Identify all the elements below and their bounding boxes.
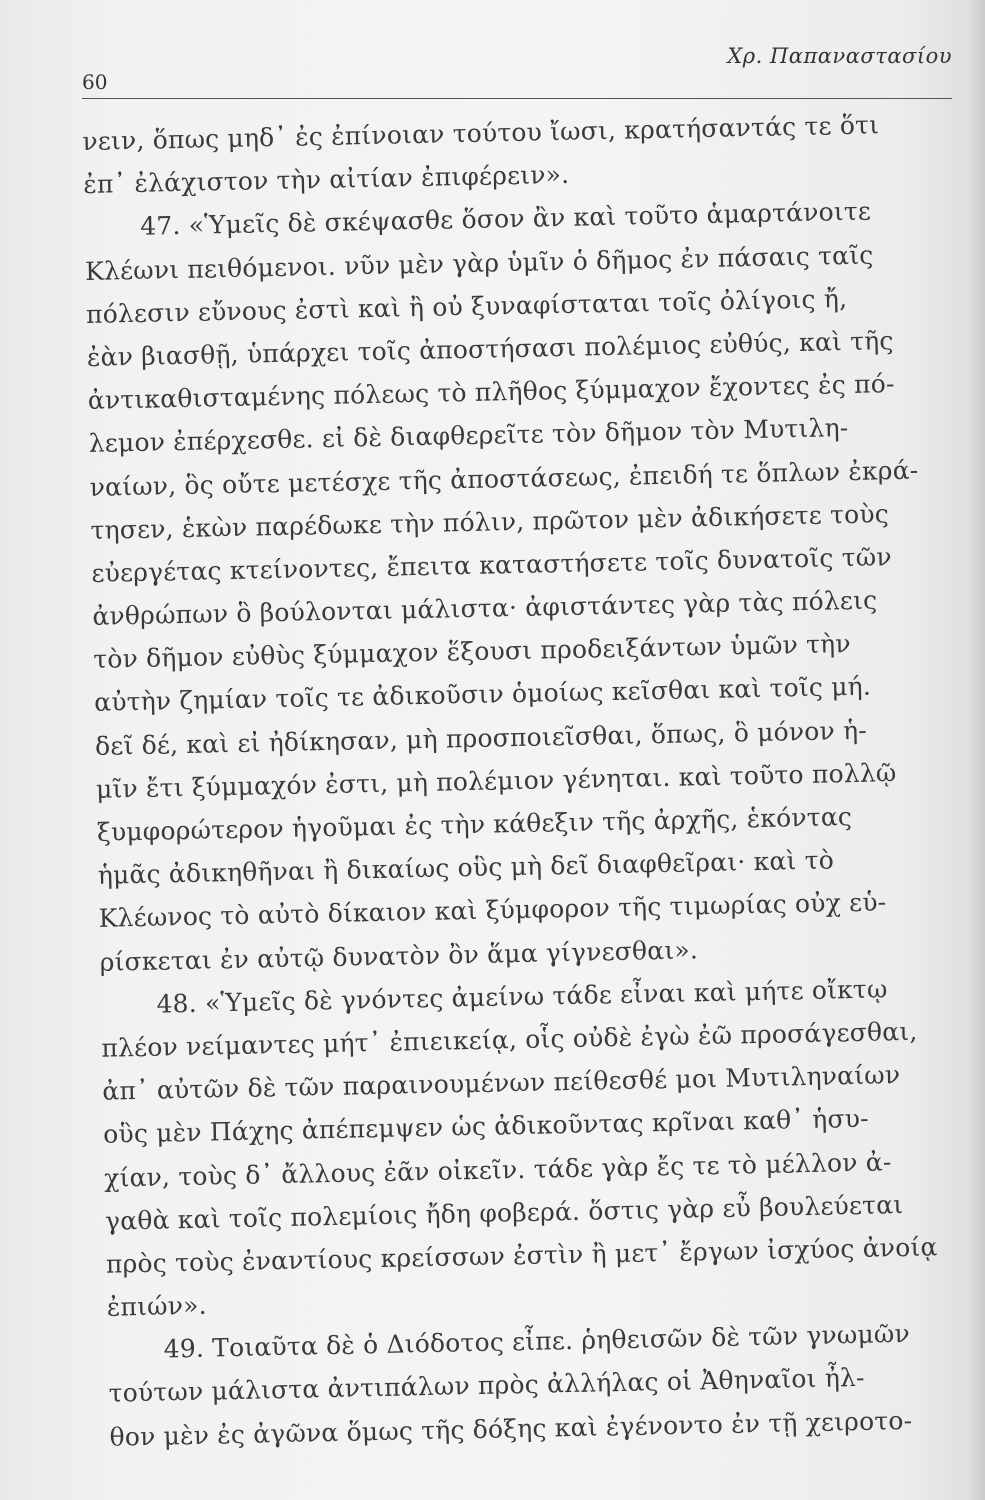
text-line: δεῖ δέ, καὶ εἰ ἠδίκησαν, μὴ προσποιεῖσθαι, ὅπως, ὃ μόνον ἡ-: [94, 715, 868, 761]
text-line: ἐὰν βιασθῇ, ὑπάρχει τοῖς ἀποστήσασι πολέμιος εὐθύς, καὶ τῆς: [86, 325, 894, 372]
text-line: Κλέωνος τὸ αὐτὸ δίκαιον καὶ ξύμφορον τῆς τιμωρίας οὐχ εὑ-: [98, 887, 887, 934]
header-rule: [82, 98, 952, 99]
page-number: 60: [82, 70, 108, 94]
text-line: μῖν ἔτι ξύμμαχόν ἐστι, μὴ πολέμιον γένηται. καὶ τοῦτο πολλῷ: [95, 757, 897, 804]
text-line: ξυμφορώτερον ἡγοῦμαι ἐς τὴν κάθεξιν τῆς ἀρχῆς, ἑκόντας: [96, 802, 853, 847]
text-line: γαθὰ καὶ τοῖς πολεμίοις ἤδη φοβερά. ὅστις γὰρ εὖ βουλεύεται: [104, 1189, 904, 1236]
text-line: ἐπιών».: [106, 1290, 208, 1322]
text-line: τὸν δῆμον εὐθὺς ξύμμαχον ἕξουσι προδειξάντων ὑμῶν τὴν: [93, 629, 852, 675]
text-line: θον μὲν ἐς ἀγῶνα ὅμως τῆς δόξης καὶ ἐγένοντο ἐν τῇ χειροτο-: [109, 1405, 913, 1452]
text-line: ἡμᾶς ἀδικηθῆναι ἢ δικαίως οὓς μὴ δεῖ διαφθεῖραι· καὶ τὸ: [97, 845, 835, 891]
text-line: πλέον νείμαντες μήτ᾽ ἐπιεικείᾳ, οἷς οὐδὲ ἐγὼ ἐῶ προσάγεσθαι,: [101, 1016, 918, 1063]
text-line: ἀντικαθισταμένης πόλεως τὸ πλῆθος ξύμμαχον ἔχοντες ἐς πό-: [87, 369, 895, 416]
text-line: εὐεργέτας κτείνοντες, ἔπειτα καταστήσετε τοῖς δυνατοῖς τῶν: [91, 542, 893, 588]
text-line: Κλέωνι πειθόμενοι. νῦν μὲν γὰρ ὑμῖν ὁ δῆμος ἐν πάσαις ταῖς: [84, 240, 874, 286]
text-line: χίαν, τοὺς δ᾽ ἄλλους ἐᾶν οἰκεῖν. τάδε γὰρ ἔς τε τὸ μέλλον ἀ-: [103, 1146, 892, 1193]
paragraph-start-48: 48. «Ὑμεῖς δὲ γνόντες ἀμείνω τάδε εἶναι καὶ μήτε οἴκτῳ: [156, 974, 888, 1019]
text-line: ἀπ᾽ αὐτῶν δὲ τῶν παραινουμένων πείθεσθέ μοι Μυτιληναίων: [102, 1060, 901, 1106]
body-text: [82, 102, 985, 1459]
page-edge-shadow: [967, 0, 985, 1500]
paragraph-start-49: 49. Τοιαῦτα δὲ ὁ Διόδοτος εἶπε. ῥηθεισῶν δὲ τῶν γνωμῶν: [163, 1319, 911, 1364]
text-line: πόλεσιν εὔνους ἐστὶ καὶ ἢ οὐ ξυναφίσταται τοῖς ὀλίγοις ἤ,: [85, 283, 848, 329]
text-line: ρίσκεται ἐν αὐτῷ δυνατὸν ὂν ἅμα γίγνεσθαι».: [99, 934, 699, 977]
text-line: πρὸς τοὺς ἐναντίους κρείσσων ἐστὶν ἢ μετ᾽ ἔργων ἰσχύος ἀνοίᾳ: [105, 1232, 938, 1279]
text-line: ἐπ᾽ ἐλάχιστον τὴν αἰτίαν ἐπιφέρειν».: [83, 159, 570, 200]
text-line: οὓς μὲν Πάχης ἀπέπεμψεν ὡς ἀδικοῦντας κρῖναι καθ᾽ ἡσυ-: [102, 1104, 869, 1150]
text-line: τούτων μάλιστα ἀντιπάλων πρὸς ἀλλήλας οἱ Ἀθηναῖοι ἦλ-: [108, 1363, 865, 1409]
running-head: Χρ. Παπαναστασίου: [727, 44, 952, 68]
text-line: ναίων, ὃς οὔτε μετέσχε τῆς ἀποστάσεως, ἐπειδή τε ὅπλων ἐκρά-: [89, 455, 919, 502]
text-line: λεμον ἐπέρχεσθε. εἰ δὲ διαφθερεῖτε τὸν δῆμον τὸν Μυτιλη-: [88, 413, 849, 459]
text-line: τησεν, ἑκὼν παρέδωκε τὴν πόλιν, πρῶτον μὲν ἀδικήσετε τοὺς: [90, 498, 890, 545]
paragraph-start-47: 47. «Ὑμεῖς δὲ σκέψασθε ὅσον ἂν καὶ τοῦτο ἁμαρτάνοιτε: [139, 196, 872, 242]
text-line: αὐτὴν ζημίαν τοῖς τε ἀδικοῦσιν ὁμοίως κεῖσθαι καὶ τοῖς μή.: [93, 672, 872, 718]
text-line: νειν, ὅπως μηδ᾽ ἐς ἐπίνοιαν τούτου ἴωσι, κρατήσαντάς τε ὅτι: [82, 110, 880, 156]
text-line: ἀνθρώπων ὃ βούλονται μάλιστα· ἀφιστάντες γὰρ τὰς πόλεις: [92, 585, 878, 631]
page-header: [82, 40, 952, 100]
